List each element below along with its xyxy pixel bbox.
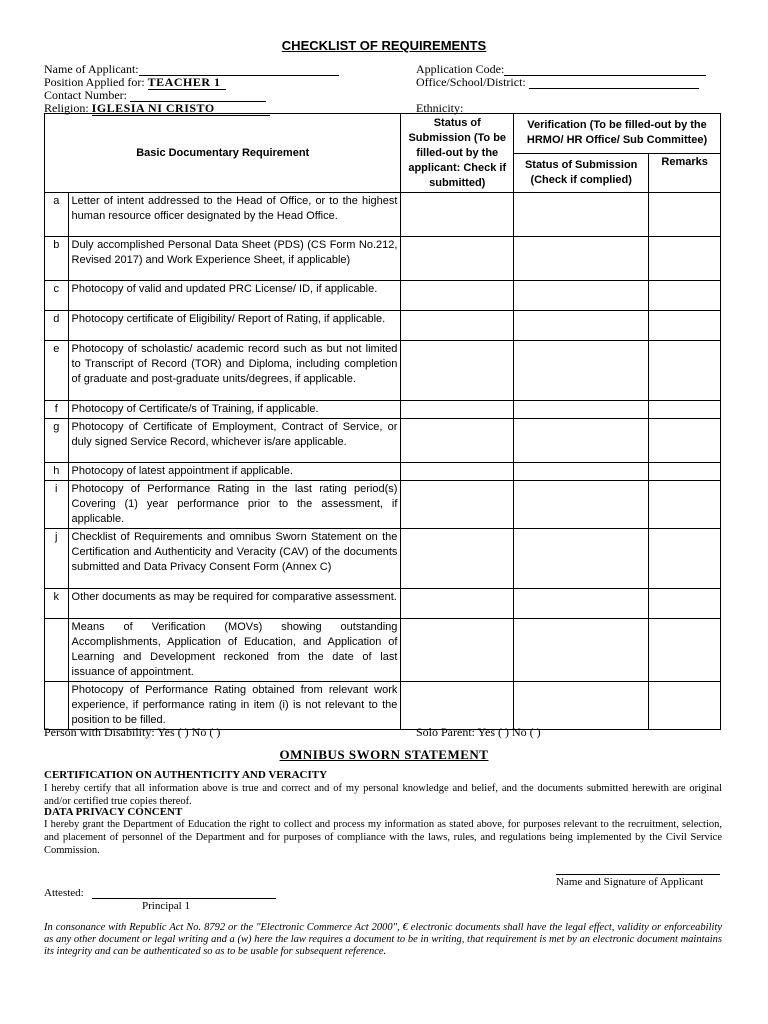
requirement-letter: e xyxy=(45,341,69,401)
page-title: CHECKLIST OF REQUIREMENTS xyxy=(281,38,487,53)
requirement-row xyxy=(45,311,721,341)
requirement-row xyxy=(45,619,721,682)
requirement-row xyxy=(45,281,721,311)
signature-line xyxy=(556,874,720,875)
requirement-header: Basic Documentary Requirement xyxy=(45,114,401,193)
status-check-cell[interactable] xyxy=(401,237,514,281)
requirements-table xyxy=(44,113,721,730)
attested-label: Attested: xyxy=(44,887,84,899)
status-check-cell[interactable] xyxy=(401,341,514,401)
requirement-letter xyxy=(45,619,69,682)
contact-number-field[interactable] xyxy=(44,88,266,102)
requirement-row xyxy=(45,193,721,237)
requirement-letter: g xyxy=(45,419,69,463)
remarks-cell[interactable] xyxy=(649,193,721,237)
requirement-text: Duly accomplished Personal Data Sheet (PDS) (CS Form No.212, Revised 2017) and Work Experience Sheet, if applicable) xyxy=(68,237,401,281)
requirement-text: Photocopy of scholastic/ academic record such as but not limited to Transcript of Record (TOR) and Diploma, including completion of graduate and post-graduate units/degrees, if applicable. xyxy=(68,341,401,401)
contact-label: Contact Number: xyxy=(44,88,127,102)
legal-note: In consonance with Republic Act No. 8792 or the "Electronic Commerce Act 2000", € electronic documents shall have the legal effect, validity or enforceability as any other document or legal writing and a (w) here the law requires a document to be in writing, that requirement is met by an electronic document maintains its integrity and can be authenticated so as to be usable for subsequent reference. xyxy=(44,922,722,957)
remarks-cell[interactable] xyxy=(649,311,721,341)
complied-check-cell[interactable] xyxy=(514,619,649,682)
requirement-row xyxy=(45,341,721,401)
requirement-text: Photocopy of Performance Rating obtained from relevant work experience, if performance rating in item (i) is not relevant to the position to be filled. xyxy=(68,682,401,730)
requirement-row xyxy=(45,682,721,730)
complied-check-cell[interactable] xyxy=(514,311,649,341)
status-check-cell[interactable] xyxy=(401,311,514,341)
requirement-text: Photocopy of Performance Rating in the last rating period(s) Covering (1) year performance prior to the assessment, if applicable. xyxy=(68,481,401,529)
requirement-text: Means of Verification (MOVs) showing outstanding Accomplishments, Application of Education, and Application of Learning and Development reckoned from the date of last issuance of appointment. xyxy=(68,619,401,682)
status-check-cell[interactable] xyxy=(401,529,514,589)
name-of-applicant-field[interactable] xyxy=(44,62,339,76)
office-line xyxy=(529,76,699,89)
requirement-text: Photocopy certificate of Eligibility/ Report of Rating, if applicable. xyxy=(68,311,401,341)
requirement-row xyxy=(45,481,721,529)
requirement-row xyxy=(45,463,721,481)
status-check-cell[interactable] xyxy=(401,281,514,311)
requirement-letter: i xyxy=(45,481,69,529)
status-check-cell[interactable] xyxy=(401,589,514,619)
name-label: Name of Applicant: xyxy=(44,62,139,76)
remarks-header: Remarks xyxy=(649,153,721,193)
omnibus-title: OMNIBUS SWORN STATEMENT xyxy=(279,747,489,762)
status-check-cell[interactable] xyxy=(401,463,514,481)
requirement-text: Photocopy of valid and updated PRC License/ ID, if applicable. xyxy=(68,281,401,311)
requirement-letter: h xyxy=(45,463,69,481)
requirement-letter xyxy=(45,682,69,730)
status-check-cell[interactable] xyxy=(401,193,514,237)
complied-check-cell[interactable] xyxy=(514,401,649,419)
requirement-letter: f xyxy=(45,401,69,419)
attested-line[interactable] xyxy=(92,898,276,899)
certification-heading: CERTIFICATION ON AUTHENTICITY AND VERACITY xyxy=(44,769,328,781)
verification-header: Verification (To be filled-out by the HRMO/ HR Office/ Sub Committee) xyxy=(514,114,721,154)
requirement-row xyxy=(45,589,721,619)
remarks-cell[interactable] xyxy=(649,419,721,463)
requirement-row xyxy=(45,529,721,589)
remarks-cell[interactable] xyxy=(649,281,721,311)
office-label: Office/School/District: xyxy=(416,75,526,89)
complied-check-cell[interactable] xyxy=(514,589,649,619)
remarks-cell[interactable] xyxy=(649,589,721,619)
remarks-cell[interactable] xyxy=(649,341,721,401)
status-check-cell[interactable] xyxy=(401,401,514,419)
remarks-cell[interactable] xyxy=(649,463,721,481)
requirement-letter: a xyxy=(45,193,69,237)
remarks-cell[interactable] xyxy=(649,682,721,730)
status-check-cell[interactable] xyxy=(401,481,514,529)
complied-check-cell[interactable] xyxy=(514,463,649,481)
signature-label: Name and Signature of Applicant xyxy=(556,876,704,888)
office-field[interactable] xyxy=(416,75,699,89)
complied-check-cell[interactable] xyxy=(514,281,649,311)
requirement-text: Other documents as may be required for comparative assessment. xyxy=(68,589,401,619)
certification-text: I hereby certify that all information above is true and correct and of my personal knowledge and belief, and the documents submitted herewith are original and/or certified true copies thereof. xyxy=(44,783,722,807)
requirement-text: Photocopy of Certificate of Employment, Contract of Service, or duly signed Service Record, whichever is/are applicable. xyxy=(68,419,401,463)
requirement-text: Photocopy of latest appointment if applicable. xyxy=(68,463,401,481)
remarks-cell[interactable] xyxy=(649,237,721,281)
principal-label: Principal 1 xyxy=(142,900,190,912)
status-check-cell[interactable] xyxy=(401,419,514,463)
complied-check-cell[interactable] xyxy=(514,682,649,730)
remarks-cell[interactable] xyxy=(649,401,721,419)
religion-value: IGLESIA NI CRISTO xyxy=(92,101,270,116)
ethnicity-label: Ethnicity: xyxy=(416,101,464,115)
requirement-letter: k xyxy=(45,589,69,619)
privacy-text: I hereby grant the Department of Education the right to collect and process my information as stated above, for purposes relevant to the recruitment, selection, and placement of personnel of the Department and for purposes of compliance with the laws, rules, and regulations being implemented by the Civil Service Commission. xyxy=(44,819,722,856)
requirement-text: Photocopy of Certificate/s of Training, if applicable. xyxy=(68,401,401,419)
position-value: TEACHER 1 xyxy=(148,75,226,90)
status-check-cell[interactable] xyxy=(401,619,514,682)
status-check-cell[interactable] xyxy=(401,682,514,730)
solo-parent-field[interactable]: Solo Parent: Yes ( ) No ( ) xyxy=(416,725,541,739)
requirement-letter: d xyxy=(45,311,69,341)
complied-check-cell[interactable] xyxy=(514,237,649,281)
requirement-letter: b xyxy=(45,237,69,281)
requirement-row xyxy=(45,401,721,419)
complied-check-cell[interactable] xyxy=(514,481,649,529)
requirement-row xyxy=(45,237,721,281)
requirement-row xyxy=(45,419,721,463)
remarks-cell[interactable] xyxy=(649,529,721,589)
app-code-label: Application Code: xyxy=(416,62,505,76)
application-code-field[interactable] xyxy=(416,62,706,76)
complied-check-cell[interactable] xyxy=(514,193,649,237)
complied-check-cell[interactable] xyxy=(514,419,649,463)
complied-check-cell[interactable] xyxy=(514,529,649,589)
position-label: Position Applied for: xyxy=(44,75,145,89)
requirement-text: Checklist of Requirements and omnibus Sworn Statement on the Certification and Authenticity and Veracity (CAV) of the documents submitted and Data Privacy Consent Form (Annex C) xyxy=(68,529,401,589)
requirement-letter: c xyxy=(45,281,69,311)
requirement-letter: j xyxy=(45,529,69,589)
complied-check-cell[interactable] xyxy=(514,341,649,401)
status-header: Status of Submission (To be filled-out by the applicant: Check if submitted) xyxy=(401,114,514,193)
religion-label: Religion: xyxy=(44,101,89,115)
remarks-cell[interactable] xyxy=(649,481,721,529)
remarks-cell[interactable] xyxy=(649,619,721,682)
privacy-heading: DATA PRIVACY CONCENT xyxy=(44,806,183,818)
status-complied-header: Status of Submission (Check if complied) xyxy=(514,153,649,193)
requirement-text: Letter of intent addressed to the Head of Office, or to the highest human resource officer designated by the Head Office. xyxy=(68,193,401,237)
pwd-field[interactable]: Person with Disability: Yes ( ) No ( ) xyxy=(44,725,221,739)
